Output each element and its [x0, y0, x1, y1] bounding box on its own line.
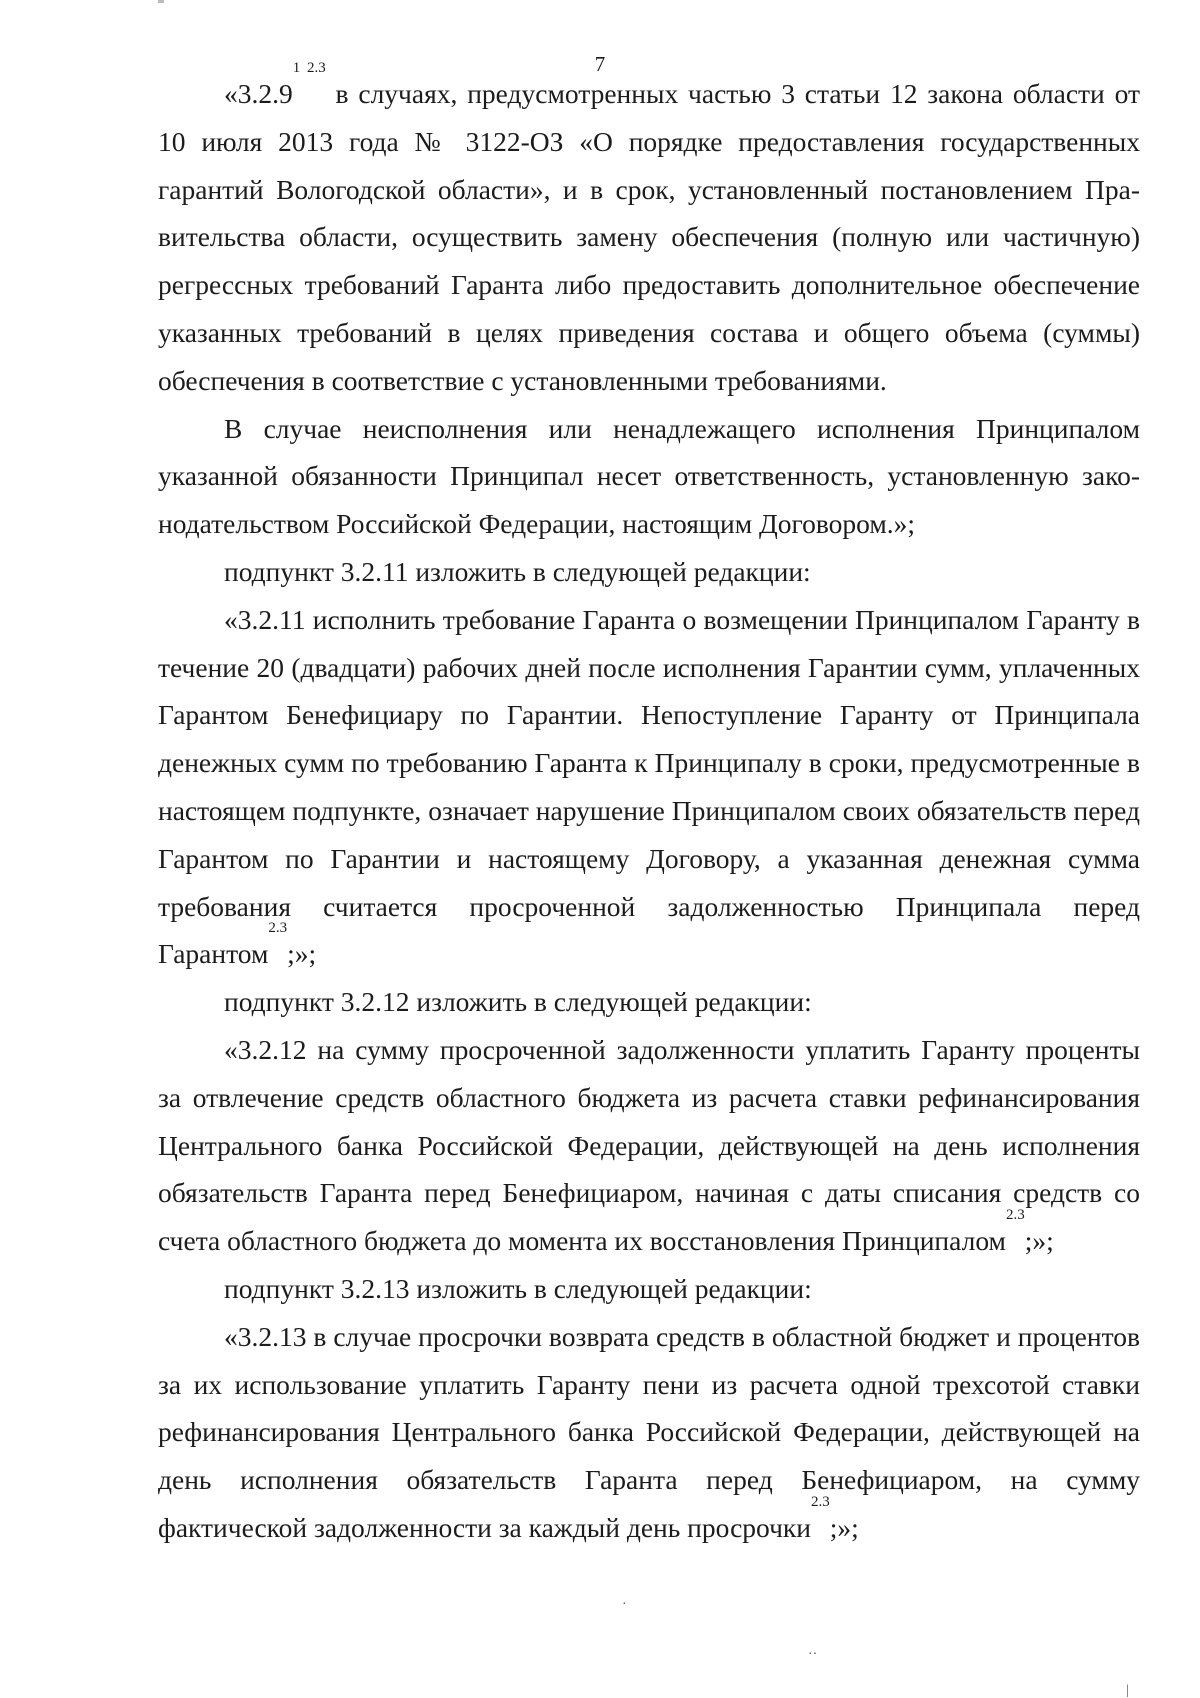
- superscript-ref: 1 2.3: [292, 60, 326, 76]
- paragraph-text: В случае неисполнения или ненадлежащего исполнения Принципалом указанной обязанности Принципал несет ответственность, установленную законодательством Российской Федерации, настоящим Договором.»;: [158, 412, 1140, 540]
- paragraph-3-2-11: [158, 596, 1140, 978]
- scan-edge-mark: [158, 0, 164, 3]
- clause-number: «3.2.12: [224, 1033, 307, 1065]
- paragraph-text: в случаях, предусмотренных частью 3 статьи 12 закона области от 10 июля 2013 года № 3122-ОЗ «О порядке предоставления государственных гарантий Вологодской области», и в срок, установленный постановлением Правительства области, осуществить замену обеспечения (полную или частичную) регрессных требований Гаранта либо предоставить дополнительное обеспечение указанных требований в целях приведения состава и общего объема (суммы) обеспечения в соответствие с установленными требованиями.: [158, 78, 1140, 396]
- clause-number: «3.2.9: [224, 78, 293, 109]
- paragraph-3-2-12: [158, 1026, 1140, 1265]
- paragraph-3-2-13: [158, 1313, 1140, 1552]
- superscript-ref: 2.3: [810, 1493, 830, 1510]
- clause-number: «3.2.13: [224, 1320, 307, 1352]
- paragraph-text: подпункт 3.2.13 изложить в следующей редакции:: [224, 1272, 812, 1304]
- paragraph-end: ;»;: [829, 1511, 859, 1543]
- paragraph-text: в случае просрочки возврата средств в областной бюджет и процентов за их использование уплатить Гаранту пени из расчета одной трехсотой ставки рефинансирования Центрального банка Российской Федерации, действующей на день исполнения обязательств Гаранта перед Бенефициаром, на сумму фактической задолженности за каждый день просрочки: [158, 1320, 1140, 1543]
- paragraph-text: подпункт 3.2.11 изложить в следующей редакции:: [224, 555, 811, 587]
- paragraph-end: ;»;: [287, 938, 317, 970]
- clause-number: «3.2.11: [224, 603, 306, 635]
- paragraph-subclause-3-2-12-heading: [158, 978, 1140, 1026]
- paragraph-subclause-3-2-13-heading: [158, 1265, 1140, 1313]
- scan-dot-mark: |: [1126, 1683, 1129, 1698]
- document-body: [158, 60, 1140, 1552]
- paragraph-end: ;»;: [1024, 1225, 1054, 1257]
- paragraph-text: исполнить требование Гаранта о возмещении Принципалом Гаранту в течение 20 (двадцати) рабочих дней после исполнения Гарантии сумм, уплаченных Гарантом Бенефициару по Гарантии. Непоступление Гаранту от Принципала денежных сумм по требованию Гаранта к Принципалу в сроки, предусмотренные в настоящем подпункте, означает нарушение Принципалом своих обязательств перед Гарантом по Гарантии и настоящему Договору, а указанная денежная сумма требования считается просроченной задолженностью Принципала перед Гарантом: [158, 603, 1140, 970]
- paragraph-3-2-9: [158, 60, 1140, 405]
- superscript-ref: 2.3: [268, 920, 288, 937]
- paragraph-text: на сумму просроченной задолженности уплатить Гаранту проценты за отвлечение средств областного бюджета из расчета ставки рефинансирования Центрального банка Российской Федерации, действующей на день исполнения обязательств Гаранта перед Бенефициаром, начиная с даты списания средств со счета областного бюджета до момента их восстановления Принципалом: [158, 1033, 1140, 1257]
- scan-dot-mark: ·: [622, 1597, 627, 1612]
- paragraph-subclause-3-2-11-heading: [158, 548, 1140, 596]
- paragraph-liability: [158, 405, 1140, 548]
- scan-dot-mark: ··: [808, 1647, 818, 1662]
- superscript-ref: 2.3: [1005, 1207, 1025, 1224]
- page-number: 7: [594, 52, 606, 76]
- paragraph-text: подпункт 3.2.12 изложить в следующей редакции:: [224, 986, 812, 1018]
